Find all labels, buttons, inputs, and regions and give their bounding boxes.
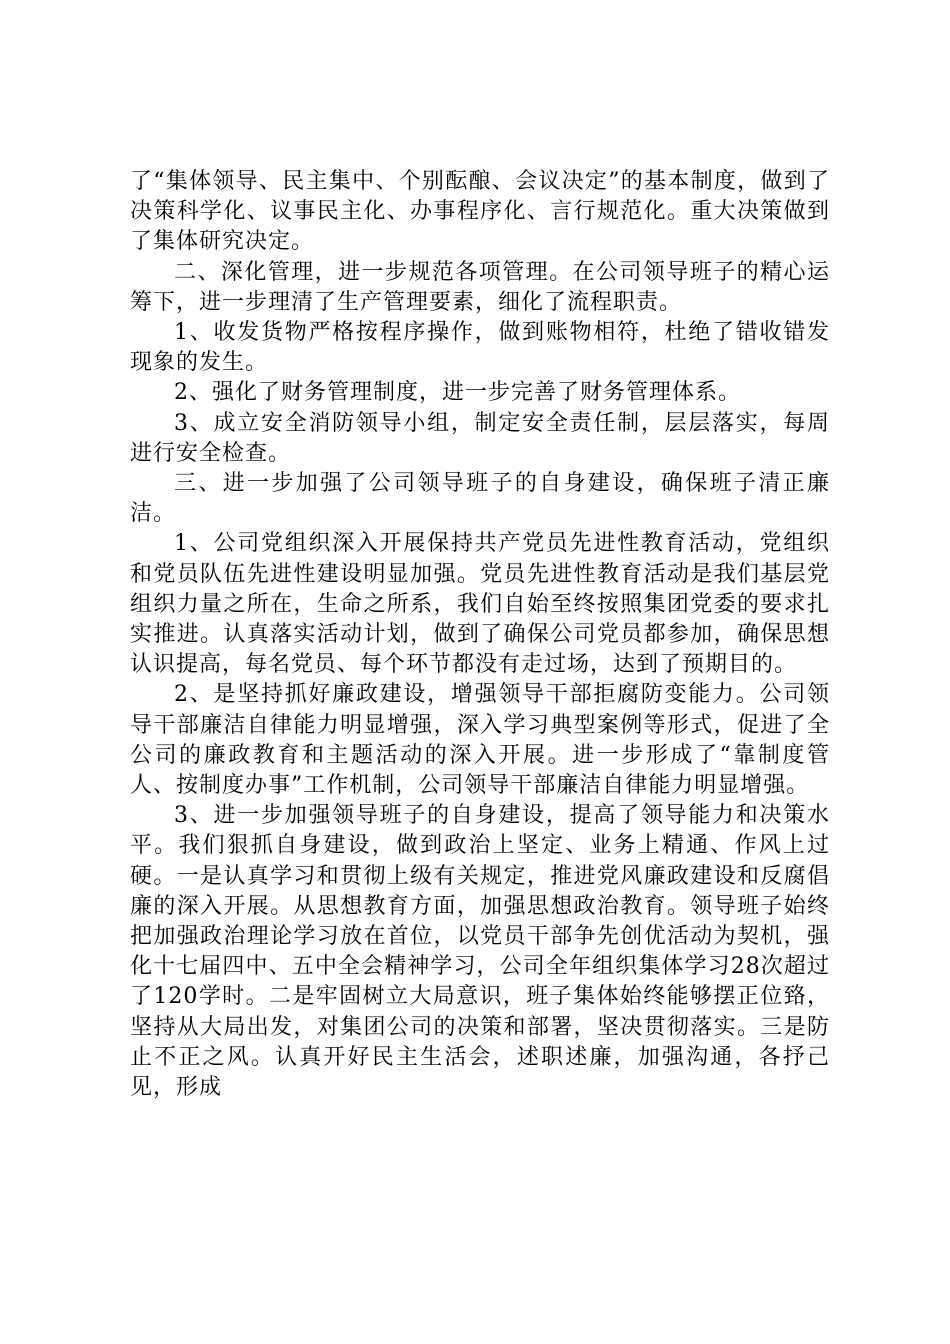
paragraph-continuation: 了“集体领导、民主集中、个别酝酿、会议决定”的基本制度，做到了决策科学化、议事民主化、办事程序化、言行规范化。重大决策做到了集体研究决定。 [130, 169, 830, 255]
paragraph-item-3-1: 1、公司党组织深入开展保持共产党员先进性教育活动，党组织和党员队伍先进性建设明显加强。党员先进性教育活动是我们基层党组织力量之所在，生命之所系，我们自始至终按照集团党委的要求扎实推进。认真落实活动计划，做到了确保公司党员都参加，确保思想认识提高，每名党员、每个环节都没有走过场，达到了预期目的。 [130, 531, 830, 678]
document-body [130, 167, 830, 1103]
paragraph-section-3: 三、进一步加强了公司领导班子的自身建设，确保班子清正廉洁。 [130, 471, 830, 527]
paragraph-item-2-2: 2、强化了财务管理制度，进一步完善了财务管理体系。 [174, 380, 741, 406]
paragraph-section-2: 二、深化管理，进一步规范各项管理。在公司领导班子的精心运筹下，进一步理清了生产管理要素，细化了流程职责。 [130, 259, 830, 315]
paragraph-item-3-2: 2、是坚持抓好廉政建设，增强领导干部拒腐防变能力。公司领导干部廉洁自律能力明显增强，深入学习典型案例等形式，促进了全公司的廉政教育和主题活动的深入开展。进一步形成了“靠制度管人、按制度办事”工作机制，公司领导干部廉洁自律能力明显增强。 [130, 682, 830, 799]
paragraph-item-3-3: 3、进一步加强领导班子的自身建设，提高了领导能力和决策水平。我们狠抓自身建设，做到政治上坚定、业务上精通、作风上过硬。一是认真学习和贯彻上级有关规定，推进党风廉政建设和反腐倡廉的深入开展。从思想教育方面，加强思想政治教育。领导班子始终把加强政治理论学习放在首位，以党员干部争先创优活动为契机，强化十七届四中、五中全会精神学习，公司全年组织集体学习28次超过了120学时。二是牢固树立大局意识，班子集体始终能够摆正位臵，坚持从大局出发，对集团公司的决策和部署，坚决贯彻落实。三是防止不正之风。认真开好民主生活会，述职述廉，加强沟通，各抒己见，形成 [130, 803, 830, 1101]
paragraph-item-2-1: 1、收发货物严格按程序操作，做到账物相符，杜绝了错收错发现象的发生。 [130, 320, 830, 376]
paragraph-item-2-3: 3、成立安全消防领导小组，制定安全责任制，层层落实，每周进行安全检查。 [130, 410, 830, 466]
